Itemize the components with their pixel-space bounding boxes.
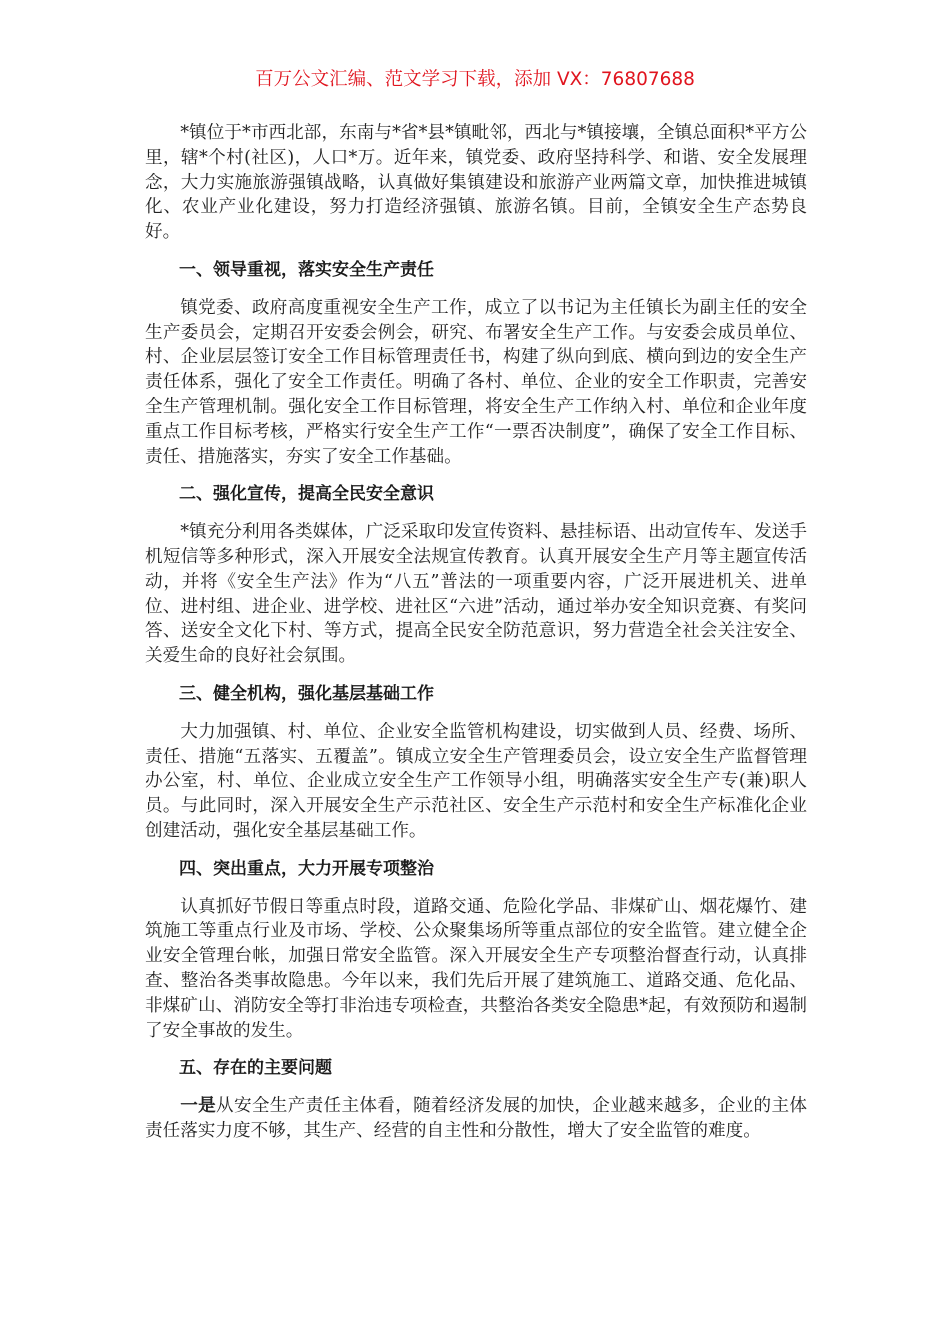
section-heading: 五、存在的主要问题 (179, 1058, 332, 1079)
section-heading: 二、强化宣传，提高全民安全意识 (179, 484, 434, 505)
section-4 (145, 857, 807, 1044)
paragraph-lead: 一是 (180, 1096, 217, 1117)
section-5 (145, 1056, 807, 1143)
intro-paragraph: *镇位于*市西北部，东南与*省*县*镇毗邻，西北与*镇接壤，全镇总面积*平方公里，辖*个村(社区)，人口*万。近年来，镇党委、政府坚持科学、和谐、安全发展理念，大力实施旅游强镇战略，认真做好集镇建设和旅游产业两篇文章，加快推进城镇化、农业产业化建设，努力打造经济强镇、旅游名镇。目前，全镇安全生产态势良好。 (145, 123, 807, 243)
watermark-banner: 百万公文汇编、范文学习下载，添加 VX：76807688 (255, 69, 695, 90)
section-heading: 一、领导重视，落实安全生产责任 (179, 259, 434, 280)
section-1 (145, 258, 807, 469)
section-paragraph: 认真抓好节假日等重点时段，道路交通、危险化学品、非煤矿山、烟花爆竹、建筑施工等重点行业及市场、学校、公众聚集场所等重点部位的安全监管。建立健全企业安全管理台帐，加强日常安全监管。深入开展安全生产专项整治督查行动，认真排查、整治各类事故隐患。今年以来，我们先后开展了建筑施工、道路交通、危化品、非煤矿山、消防安全等打非治违专项检查，共整治各类安全隐患*起，有效预防和遏制了安全事故的发生。 (145, 896, 807, 1041)
section-paragraph: 镇党委、政府高度重视安全生产工作，成立了以书记为主任镇长为副主任的安全生产委员会，定期召开安委会例会，研究、布署安全生产工作。与安委会成员单位、村、企业层层签订安全工作目标管理责任书，构建了纵向到底、横向到边的安全生产责任体系，强化了安全工作责任。明确了各村、单位、企业的安全工作职责，完善安全生产管理机制。强化安全工作目标管理，将安全生产工作纳入村、单位和企业年度重点工作目标考核，严格实行安全生产工作“一票否决制度”，确保了安全工作目标、责任、措施落实，夯实了安全工作基础。 (145, 297, 807, 467)
section-heading: 三、健全机构，强化基层基础工作 (179, 683, 434, 704)
section-heading: 四、突出重点，大力开展专项整治 (179, 858, 434, 879)
section-3 (145, 682, 807, 844)
document-body (145, 121, 807, 1144)
section-paragraph (145, 1094, 807, 1144)
section-paragraph: 大力加强镇、村、单位、企业安全监管机构建设，切实做到人员、经费、场所、责任、措施“五落实、五覆盖”。镇成立安全生产管理委员会，设立安全生产监督管理办公室，村、单位、企业成立安全生产工作领导小组，明确落实安全生产专(兼)职人员。与此同时，深入开展安全生产示范社区、安全生产示范村和安全生产标准化企业创建活动，强化安全基层基础工作。 (145, 721, 807, 841)
paragraph-text: 从安全生产责任主体看，随着经济发展的加快，企业越来越多，企业的主体责任落实力度不够，其生产、经营的自主性和分散性，增大了安全监管的难度。 (145, 1096, 807, 1141)
section-paragraph: *镇充分利用各类媒体，广泛采取印发宣传资料、悬挂标语、出动宣传车、发送手机短信等多种形式，深入开展安全法规宣传教育。认真开展安全生产月等主题宣传活动，并将《安全生产法》作为“八五”普法的一项重要内容，广泛开展进机关、进单位、进村组、进企业、进学校、进社区“六进”活动，通过举办安全知识竞赛、有奖问答、送安全文化下村、等方式，提高全民安全防范意识，努力营造全社会关注安全、关爱生命的良好社会氛围。 (145, 522, 807, 667)
section-2 (145, 482, 807, 669)
